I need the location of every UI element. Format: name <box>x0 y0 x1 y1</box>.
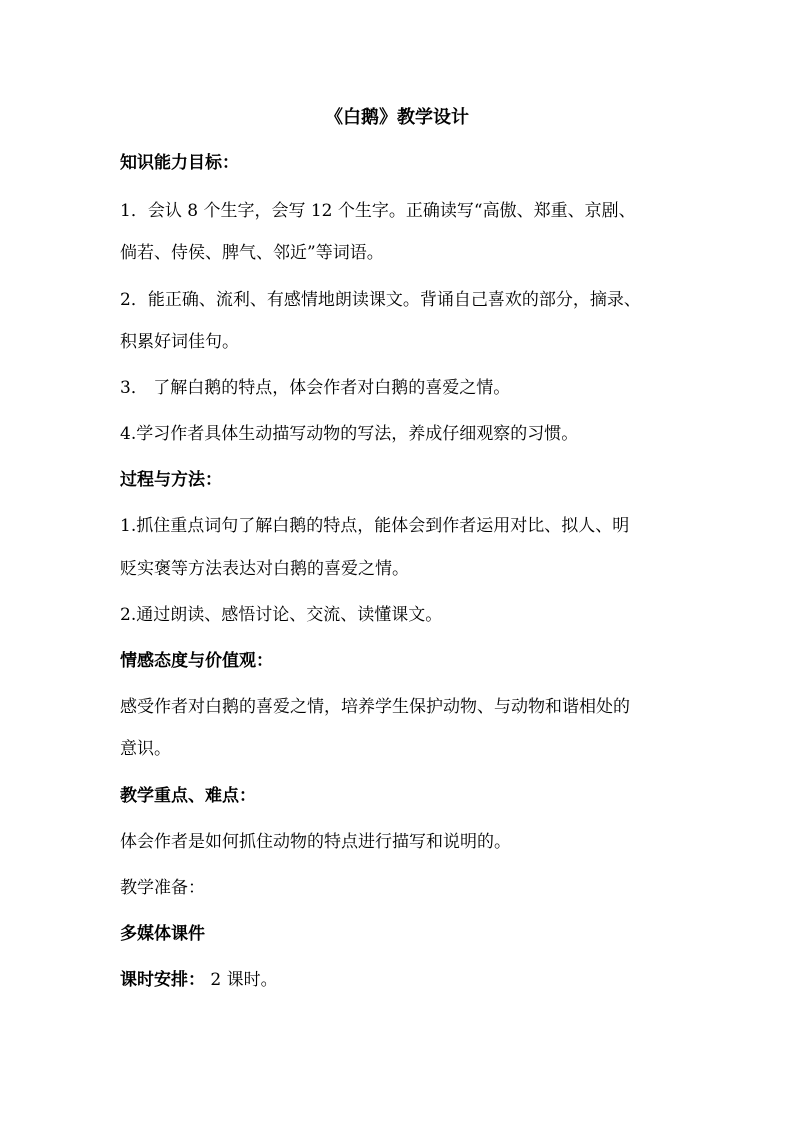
paragraph-line: 4.学习作者具体生动描写动物的写法，养成仔细观察的习惯。 <box>120 424 579 444</box>
section-heading-emotion: 情感态度与价值观： <box>120 651 273 671</box>
section-heading-key-points: 教学重点、难点： <box>120 786 256 806</box>
schedule-label: 课时安排： <box>120 970 205 990</box>
paragraph-line: 3． 了解白鹅的特点，体会作者对白鹅的喜爱之情。 <box>120 378 511 398</box>
section-heading-knowledge: 知识能力目标： <box>120 153 239 173</box>
schedule-value: 2 课时。 <box>205 970 278 990</box>
paragraph-line: 体会作者是如何抓住动物的特点进行描写和说明的。 <box>120 832 511 852</box>
section-heading-process: 过程与方法： <box>120 470 222 490</box>
paragraph-line: 贬实褒等方法表达对白鹅的喜爱之情。 <box>120 559 409 579</box>
paragraph-line: 2．能正确、流利、有感情地朗读课文。背诵自己喜欢的部分，摘录、 <box>120 290 641 310</box>
paragraph-line: 意识。 <box>120 739 171 759</box>
document-title: 《白鹅》教学设计 <box>325 107 469 128</box>
paragraph-line: 2.通过朗读、感悟讨论、交流、读懂课文。 <box>120 605 443 625</box>
paragraph-line: 感受作者对白鹅的喜爱之情，培养学生保护动物、与动物和谐相处的 <box>120 697 630 717</box>
paragraph-line: 积累好词佳句。 <box>120 332 239 352</box>
paragraph-line: 1．会认 8 个生字，会写 12 个生字。正确读写“高傲、郑重、京剧、 <box>120 201 636 221</box>
section-heading-materials: 多媒体课件 <box>120 924 205 944</box>
paragraph-line: 倘若、侍侯、脾气、邻近”等词语。 <box>120 243 384 263</box>
paragraph-line: 教学准备： <box>120 878 205 898</box>
paragraph-line: 1.抓住重点词句了解白鹅的特点，能体会到作者运用对比、拟人、明 <box>120 516 630 536</box>
schedule-line <box>120 967 690 993</box>
